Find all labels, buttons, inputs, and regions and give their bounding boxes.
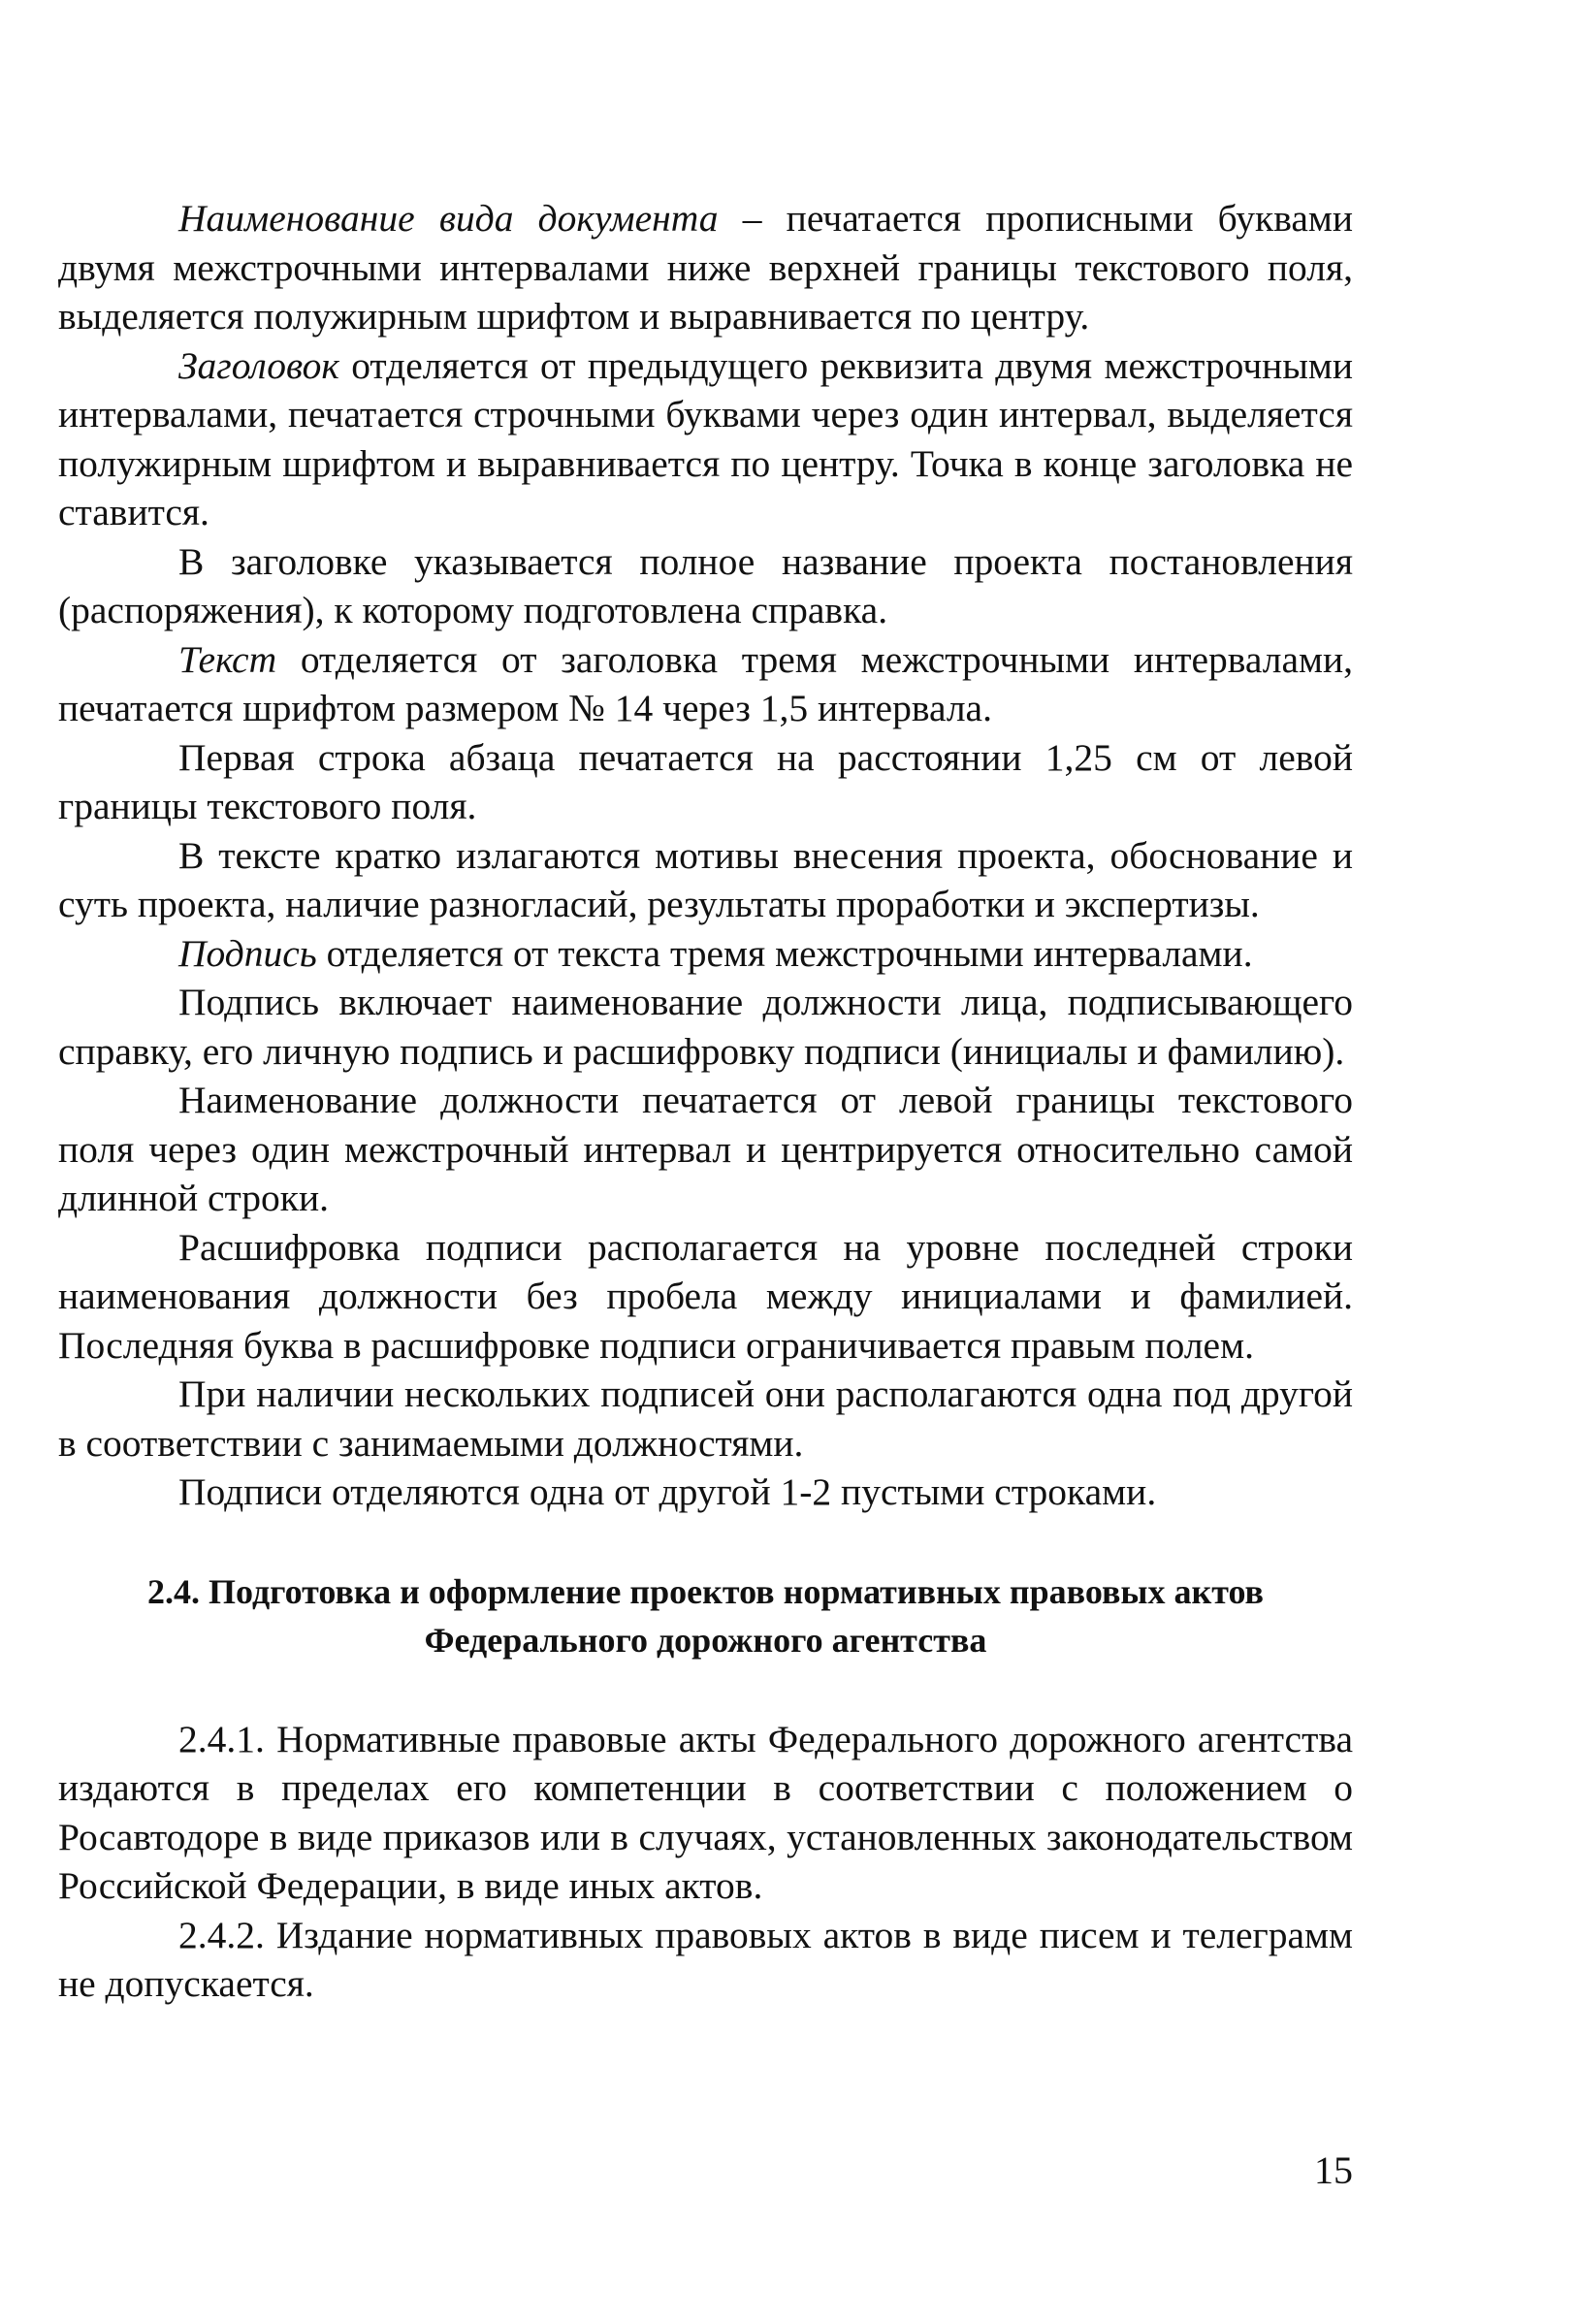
paragraph-2-4-2: 2.4.2. Издание нормативных правовых актов в виде писем и телеграмм не допускается.: [58, 1913, 1353, 2005]
section-heading-line-1: 2.4. Подготовка и оформление проектов нормативных правовых актов: [146, 1571, 1264, 1611]
paragraph-text: отделяется от предыдущего реквизита двумя межстрочными интервалами, печатается строчными буквами через один интервал, выделяется полужирным шрифтом и выравнивается по центру. Точка в конце заголовка не ставится.: [58, 343, 1353, 533]
italic-term: Наименование вида документа: [178, 197, 719, 240]
paragraph-text: – печатается прописными буквами двумя межстрочными интервалами ниже верхней границы текстового поля, выделяется полужирным шрифтом и выравнивается по центру.: [58, 197, 1354, 338]
paragraph-signature-spacing: Подписи отделяются одна от другой 1-2 пустыми строками.: [178, 1470, 1157, 1513]
document-page: [58, 194, 1353, 2009]
italic-term: Текст: [178, 637, 277, 681]
paragraph-text-requisite: [58, 635, 1353, 733]
paragraph-signature-decoding: Расшифровка подписи располагается на уровне последней строки наименования должности без пробела между инициалами и фамилией. Последняя буква в расшифровке подписи ограничивается правым полем.: [58, 1225, 1353, 1367]
paragraph-multiple-signatures: При наличии нескольких подписей они располагаются одна под другой в соответствии с занимаемыми должностями.: [58, 1372, 1353, 1465]
paragraph-text-contents: В тексте кратко излагаются мотивы внесения проекта, обоснование и суть проекта, наличие разногласий, результаты проработки и экспертизы.: [58, 833, 1353, 925]
paragraph-title-requisite: [58, 341, 1353, 537]
paragraph-text: отделяется от заголовка тремя межстрочными интервалами, печатается шрифтом размером № 14 через 1,5 интервала.: [58, 637, 1353, 729]
section-heading: [58, 1567, 1353, 1664]
paragraph-2-4-1: 2.4.1. Нормативные правовые акты Федерального дорожного агентства издаются в пределах его компетенции в соответствии с положением о Росавтодоре в виде приказов или в случаях, установленных законодательством Российской Федерации, в виде иных актов.: [58, 1717, 1353, 1907]
paragraph-signature-requisite: [58, 929, 1353, 979]
italic-term: Заголовок: [178, 343, 339, 387]
paragraph-title-content: В заголовке указывается полное название проекта постановления (распоряжения), к которому подготовлена справка.: [58, 539, 1353, 631]
section-heading-line-2: Федерального дорожного агентства: [424, 1620, 987, 1660]
page-number: 15: [1314, 2148, 1353, 2192]
paragraph-position-name: Наименование должности печатается от левой границы текстового поля через один межстрочный интервал и центрируется относительно самой длинной строки.: [58, 1079, 1353, 1219]
paragraph-document-type-name: [58, 194, 1353, 341]
paragraph-signature-contents: Подпись включает наименование должности лица, подписывающего справку, его личную подпись и расшифровку подписи (инициалы и фамилию).: [58, 981, 1353, 1073]
paragraph-text: отделяется от текста тремя межстрочными интервалами.: [316, 931, 1253, 975]
italic-term: Подпись: [178, 931, 317, 975]
paragraph-first-line-indent: Первая строка абзаца печатается на расстоянии 1,25 см от левой границы текстового поля.: [58, 735, 1353, 827]
